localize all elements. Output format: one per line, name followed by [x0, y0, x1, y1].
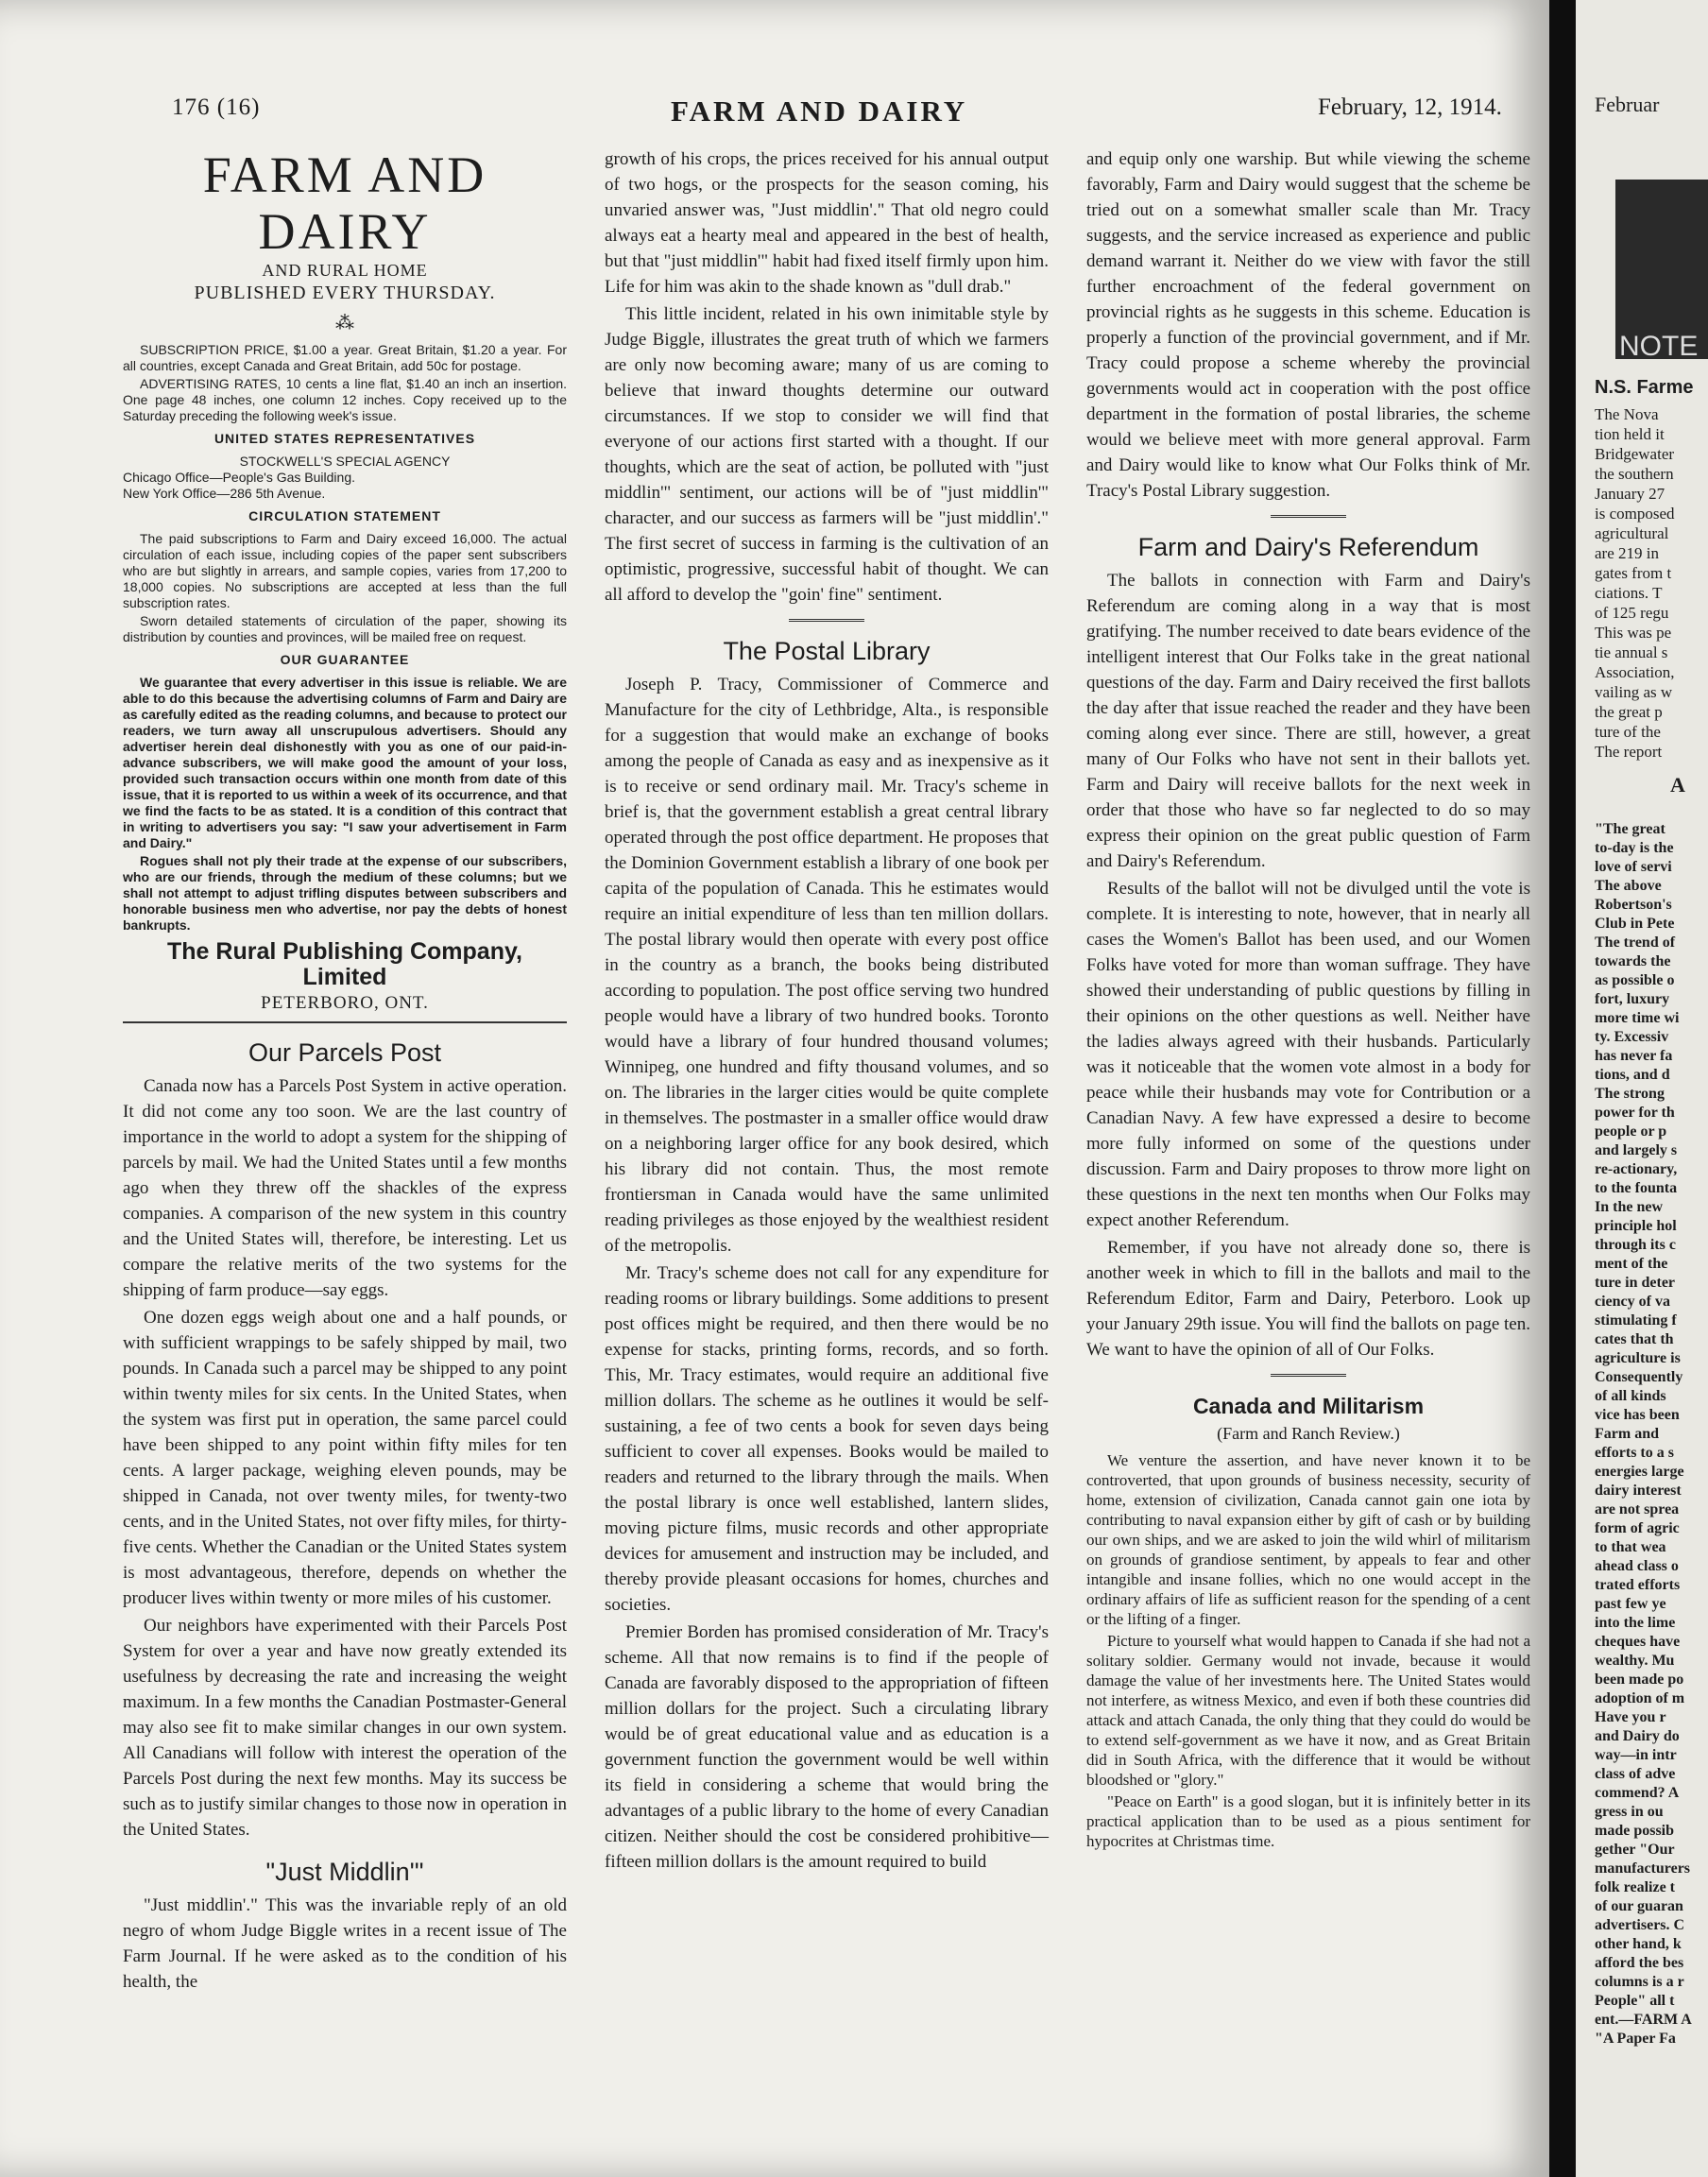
section-divider: [1271, 1374, 1346, 1377]
article-paragraph: "Peace on Earth" is a good slogan, but it is infinitely better in its practical application than to be used as a pious sentiment for hypocrites at Christmas time.: [1086, 1792, 1530, 1850]
facing-page-line: people or p: [1595, 1123, 1667, 1140]
masthead-subtitle: AND RURAL HOME: [262, 261, 428, 280]
article-paragraph: This little incident, related in his own inimitable style by Judge Biggle, illustrates the great truth of which we farmers are only now becoming aware; many of us are coming to believe that inward thoughts determine our outward circumstances. If we stop to consider we will find that everyone of our actions first started with a thought. If our thoughts, which are the seat of action, be polluted with "just middlin'" sentiment, our actions will be of "just middlin'" character, and our success as farmers will be "just middlin'." The first secret of success in farming is the cultivation of an optimistic, progressive, successful habit of thought. We can all afford to develop the "goin' fine" sentiment.: [605, 304, 1049, 605]
office-list: Chicago Office—People's Gas Building. New York Office—286 5th Avenue.: [123, 470, 355, 501]
facing-page-section-letter: A: [1670, 773, 1685, 797]
facing-page-line: In the new: [1595, 1199, 1664, 1215]
page-number: 176 (16): [172, 94, 261, 120]
section-divider: [1271, 515, 1346, 518]
facing-page-line: cates that th: [1595, 1331, 1674, 1347]
facing-page-line: Bridgewater: [1595, 445, 1675, 463]
article-paragraph: Results of the ballot will not be divulged until the vote is complete. It is interesting to note, however, that in nearly all cases the Women's Ballot has been used, and our Women Folks have voted for more than woman suffrage. They have showed their understanding of public questions by filling in their opinions on the other questions as well. Neither have the ladies always agreed with their husbands. Particularly was it noticeable that the women vote almost in a body for peace while their husbands may vote for Contribution or a Canadian Navy. A few have expressed a desire to become more fully informed on some of the questions under discussion. Farm and Dairy proposes to throw more light on these questions in the next ten months when Our Folks may expect another Referendum.: [1086, 879, 1530, 1230]
facing-page-line: love of servi: [1595, 859, 1672, 875]
circulation-statement: The paid subscriptions to Farm and Dairy exceed 16,000. The actual circulation of each issue, including copies of the paper sent subscribers who are but slightly in arrears, and sample copies, varies from 17,200 to 18,000 copies. No subscriptions are accepted at less than the full subscription rates. Sworn detailed statements of circulation of the paper, showing its distribution by counties and provinces, will be mailed free on request.: [123, 531, 567, 644]
facing-page-line: has never fa: [1595, 1048, 1673, 1064]
facing-page-line: Consequently: [1595, 1369, 1683, 1385]
subscription-info: SUBSCRIPTION PRICE, $1.00 a year. Great Britain, $1.20 a year. For all countries, except Canada and Great Britain, add 50c for postage. ADVERTISING RATES, 10 cents a line flat, $1.40 an inch an insertion. One page 48 inches, one column 12 inches. Copy received up to the Saturday preceding the following week's issue.: [123, 342, 567, 423]
article-paragraph: The ballots in connection with Farm and Dairy's Referendum are coming along in a way that is most gratifying. The number received to date bears evidence of the intelligent interest that Our Folks take in the great national questions of the day. Farm and Dairy received the first ballots the day after that issue reached the reader and they have been coming along ever since. There are still, however, a great many of Our Folks who have not sent in their ballots yet. Farm and Dairy will receive ballots for the next week in order that those who have so far neglected to do so may express their opinion on the great public question of Farm and Dairy's Referendum.: [1086, 571, 1530, 871]
militarism-heading: Canada and Militarism: [1192, 1394, 1425, 1418]
facing-page-line: gether "Our: [1595, 1842, 1675, 1858]
masthead-published: PUBLISHED EVERY THURSDAY.: [194, 283, 496, 303]
facing-page-line: commend? A: [1595, 1785, 1680, 1801]
facing-page-line: ment of the: [1595, 1256, 1668, 1272]
facing-page-line: into the lime: [1595, 1615, 1676, 1631]
facing-page-line: dairy interest: [1595, 1483, 1682, 1499]
facing-page-line: Association,: [1595, 663, 1675, 681]
facing-page-line: to that wea: [1595, 1539, 1666, 1555]
article-paragraph: One dozen eggs weigh about one and a half pounds, or with sufficient wrappings to be safely shipped by mail, two pounds. In Canada such a parcel may be shipped to any point within twenty miles for six cents. In the United States, when the system was first put in operation, the same parcel could have been shipped to any point within fifty miles for ten cents. A larger package, weighing eleven pounds, may be shipped in Canada, not over twenty miles, for twenty-two cents, and in the United States, not over fifty miles, for thirty-five cents. Whether the Canadian or the United States system is most advantageous, therefore, depends on whether the producer lives within twenty or more miles of his customer.: [123, 1308, 567, 1608]
facing-page-line: more time wi: [1595, 1010, 1680, 1026]
facing-page-line: columns is a r: [1595, 1974, 1684, 1990]
ornament-icon: ⁂: [335, 313, 354, 334]
facing-page-line: the southern: [1595, 465, 1674, 483]
facing-page-line: tion held it: [1595, 425, 1665, 443]
facing-page-line: are 219 in: [1595, 544, 1659, 562]
facing-page-edge: [1576, 0, 1708, 2177]
facing-page-column-2: [1595, 820, 1708, 2048]
facing-page-line: class of adve: [1595, 1766, 1676, 1782]
facing-page-line: The trend of: [1595, 934, 1676, 951]
facing-page-line: form of agric: [1595, 1520, 1680, 1536]
facing-page-line: and Dairy do: [1595, 1728, 1680, 1744]
facing-page-line: efforts to a s: [1595, 1445, 1674, 1461]
parcels-post-heading: Our Parcels Post: [248, 1038, 442, 1067]
facing-page-line: and largely s: [1595, 1142, 1678, 1158]
facing-page-line: are not sprea: [1595, 1501, 1680, 1517]
facing-page-line: as possible o: [1595, 972, 1675, 988]
guarantee-text: We guarantee that every advertiser in this issue is reliable. We are able to do this because the advertising columns of Farm and Dairy are as carefully edited as the reading columns, and because to protect our readers, we turn away all unscrupulous advertisers. Should any advertiser herein deal dishonestly with you as one of our paid-in-advance subscribers, we will make good the amount of your loss, provided such transaction occurs within one month from date of this issue, that it is reported to us within a week of its occurrence, and that we find the facts to be as stated. It is a condition of this contract that in writing to advertisers you say: "I saw your advertisement in Farm and Dairy." Rogues shall not ply their trade at the expense of our subscribers, who are our friends, through the medium of these columns; but we shall not attempt to adjust trifling disputes between subscribers and honorable business men who advertise, nor pay the debts of honest bankrupts.: [123, 675, 567, 933]
facing-page-line: adoption of m: [1595, 1690, 1685, 1706]
facing-page-line: ture of the: [1595, 723, 1661, 741]
facing-page-line: wealthy. Mu: [1595, 1653, 1675, 1669]
facing-page-line: Have you r: [1595, 1709, 1666, 1725]
article-paragraph: Canada now has a Parcels Post System in active operation. It did not come any too soon. We are the last country of importance in the world to adopt a system for the shipping of parcels by mail. We had the United States until a few months ago when they threw off the shackles of the express companies. A comparison of the new system in this country and the United States will, therefore, be interesting. Let us compare the relative merits of the two systems for the shipping of farm produce—say eggs.: [123, 1076, 567, 1300]
facing-page-line: The report: [1595, 743, 1663, 761]
facing-page-line: agricultural: [1595, 524, 1669, 542]
facing-page-line: towards the: [1595, 953, 1671, 969]
facing-page-line: stimulating f: [1595, 1312, 1677, 1328]
book-gutter: [1549, 0, 1576, 2177]
facing-page-header: Februar: [1595, 93, 1660, 116]
article-paragraph: growth of his crops, the prices received for his annual output of two hogs, or the prospects for the season coming, his unvaried answer was, "Just middlin'." That old negro could always eat a hearty meal and appeared in the best of health, but that "just middlin'" habit had fixed itself firmly upon him. Life for him was akin to the shade known as "dull drab.": [605, 149, 1049, 297]
facing-page-line: of 125 regu: [1595, 604, 1669, 622]
facing-page-line: energies large: [1595, 1464, 1684, 1480]
facing-page-line: tie annual s: [1595, 643, 1668, 661]
column-2: [605, 146, 1049, 1877]
facing-page-line: People" all t: [1595, 1993, 1675, 2009]
facing-page-line: power for th: [1595, 1105, 1675, 1121]
section-divider: [789, 619, 864, 622]
facing-page-line: ciations. T: [1595, 584, 1663, 602]
facing-page-line: is composed: [1595, 505, 1675, 523]
militarism-source: (Farm and Ranch Review.): [1217, 1424, 1400, 1443]
masthead: FARM AND DAIRY AND RURAL HOME PUBLISHED EVERY THURSDAY. ⁂ SUBSCRIPTION PRICE, $1.00 a year. Great Britain, $1.20 a year. For all countries, except Canada and Great Britain, add 50c for postage. ADVERTISING RATES, 10 cents a line flat, $1.40 an inch an insertion. One page 48 inches, one column 12 inches. Copy received up to the Saturday preceding the following week's issue. UNITED STATES REPRESENTATIVES STOCKWELL'S SPECIAL AGENCY Chicago Office—People's Gas Building. New York Office—286 5th Avenue. CIRCULATION STATEMENT The paid subscriptions to Farm and Dairy exceed 16,000. The actual circulation of each issue, including copies of the paper sent subscribers who are but slightly in arrears, and sample copies, varies from 17,200 to 18,000 copies. No subscriptions are accepted at less than the full subscription rates. Sworn detailed statements of circulation of the paper, showing its distribution by counties and provinces, will be mailed free on request. OUR GUARANTEE We guarantee that every advertiser in this issue is reliable. We are able to do this because the advertising columns of Farm and Dairy are as carefully edited as the reading columns, and because to protect our readers, we turn away all unscrupulous advertisers. Should any advertiser herein deal dishonestly with you as one of our paid-in-advance subscribers, we will make good the amount of your loss, provided such transaction occurs within one month from date of this issue, that it is reported to us within a week of its occurrence, and that we find the facts to be as stated. It is a condition of this contract that in writing to advertisers you say: "I saw your advertisement in Farm and Dairy." Rogues shall not ply their trade at the expense of our subscribers, who are our friends, through the medium of these columns; but we shall not attempt to adjust trifling disputes between subscribers and honorable business men who advertise, nor pay the debts of honest bankrupts. The Rural Publishing Company, Limited PETERBORO, ONT.: [123, 146, 567, 1023]
facing-page-line: advertisers. C: [1595, 1917, 1685, 1933]
facing-page-line: The above: [1595, 878, 1662, 894]
facing-page-line: of our guaran: [1595, 1898, 1683, 1914]
issue-date: February, 12, 1914.: [1318, 94, 1502, 120]
facing-page-photo: [1615, 180, 1708, 362]
facing-page-line: vailing as w: [1595, 683, 1673, 701]
facing-page-line: folk realize t: [1595, 1879, 1676, 1895]
facing-page-line: the great p: [1595, 703, 1663, 721]
facing-page-line: gress in ou: [1595, 1804, 1664, 1820]
facing-page-line: made possib: [1595, 1823, 1675, 1839]
facing-page-line: ciency of va: [1595, 1294, 1670, 1310]
facing-page-line: cheques have: [1595, 1634, 1681, 1650]
facing-page-line: "A Paper Fa: [1595, 2031, 1676, 2047]
facing-page-line: ahead class o: [1595, 1558, 1679, 1574]
facing-page-line: The Nova: [1595, 405, 1659, 423]
facing-page-line: "The great: [1595, 821, 1665, 837]
facing-page-line: trated efforts: [1595, 1577, 1681, 1593]
article-paragraph: Joseph P. Tracy, Commissioner of Commerce and Manufacture for the city of Lethbridge, Alta., is responsible for a suggestion that would make an exchange of books among the people of Canada as easy and as inexpensive as it is to receive or send ordinary mail. Mr. Tracy's scheme in brief is, that the government establish a great central library operated through the post office department. He proposes that the Dominion Government establish a library of one book per capita of the population of Canada. This he estimates would require an initial expenditure of less than ten million dollars. The postal library would then operate with every post office in the country as a branch, the books being distributed according to population. The post office serving two hundred people would have a library of two hundred books. Toronto would have a library of four hundred thousand volumes; Winnipeg, one hundred and fifty thousand volumes, and so on. The libraries in the larger cities would be quite complete in themselves. The postmaster in a smaller office would draw on a neighboring larger office for any book desired, which his library did not contain. Thus, the most remote frontiersman in Canada would have the same unlimited reading privileges as those enjoyed by the wealthiest resident of the metropolis.: [605, 675, 1049, 1256]
facing-page-line: manufacturers: [1595, 1860, 1691, 1877]
facing-page-line: This was pe: [1595, 624, 1672, 642]
facing-page-line: ture in deter: [1595, 1275, 1676, 1291]
referendum-heading: Farm and Dairy's Referendum: [1137, 533, 1479, 561]
facing-page-line: The strong: [1595, 1086, 1665, 1102]
facing-page-line: re-actionary,: [1595, 1161, 1678, 1177]
facing-page-line: through its c: [1595, 1237, 1676, 1253]
facing-page-line: way—in intr: [1595, 1747, 1677, 1763]
publisher-location: PETERBORO, ONT.: [261, 993, 429, 1013]
article-paragraph: Mr. Tracy's scheme does not call for any expenditure for reading rooms or library buildings. Some additions to present post offices might be required, and then there would be no expense for stacks, printing forms, records, and so forth. This, Mr. Tracy estimates, would require an additional five million dollars. The scheme as he outlines it would be self-sustaining, a fee of two cents a book for seven days being sufficient to cover all expenses. Books would be mailed to readers and returned to the library through the mails. When the postal library is once well established, lantern slides, moving picture films, music records and other appropriate devices for amusement and instruction may be included, and thereby provide pleasant occasions for homes, churches and societies.: [605, 1263, 1049, 1615]
facing-page-line: Club in Pete: [1595, 916, 1675, 932]
running-title: FARM AND DAIRY: [671, 94, 968, 128]
article-paragraph: and equip only one warship. But while viewing the scheme favorably, Farm and Dairy would suggest that the scheme be tried out on a somewhat smaller scale than Mr. Tracy suggests, and the service increased as experience and public demand warrant it. Neither do we view with favor the still further encroachment of the federal government on provincial rights as he suggests in this scheme. Education is properly a function of the provincial government, and if Mr. Tracy could propose a scheme whereby the provincial governments would act in cooperation with the post office department in the formation of postal libraries, the scheme would we believe meet with more general approval. Farm and Dairy would like to know what Our Folks think of Mr. Tracy's Postal Library suggestion.: [1086, 149, 1530, 501]
facing-page-column: [1595, 404, 1708, 762]
facing-page-line: gates from t: [1595, 564, 1672, 582]
facing-page-line: ent.—FARM A: [1595, 2012, 1692, 2028]
facing-page-line: tions, and d: [1595, 1067, 1670, 1083]
article-paragraph: We venture the assertion, and have never known it to be controverted, that upon grounds of business necessity, security of home, extension of civilization, Canada cannot gain one iota by contributing to naval expansion either by gift of cash or by building our own ships, and we are asked to join the wild whirl of militarism on grounds of grandiose sentiment, by appeals to fear and other intangible and insane follies, which no one would accept in the ordinary affairs of life as sufficient reason for the spending of a cent or the lifting of a finger.: [1086, 1451, 1530, 1628]
article-paragraph: Picture to yourself what would happen to Canada if she had not a solitary soldier. Germany would not invade, because it would damage the value of her investments here. The United States would not interfere, as witness Mexico, and even if both these countries did attack and attach Canada, the only thing that they could do would be to extend self-government as we have it now, and as Great Britain did in South Africa, with the difference that it would be without bloodshed or "glory.": [1086, 1632, 1530, 1789]
facing-page-headline: N.S. Farme: [1595, 377, 1694, 398]
column-3: [1086, 146, 1530, 1853]
photo-caption: NOTE: [1619, 331, 1699, 362]
facing-page-line: ty. Excessiv: [1595, 1029, 1669, 1045]
facing-page-line: afford the bes: [1595, 1955, 1684, 1971]
facing-page-line: other hand, k: [1595, 1936, 1682, 1952]
postal-library-heading: The Postal Library: [723, 637, 931, 665]
facing-page-line: January 27: [1595, 485, 1665, 503]
facing-page-line: principle hol: [1595, 1218, 1677, 1234]
facing-page-line: agriculture is: [1595, 1350, 1681, 1366]
article-paragraph: Our neighbors have experimented with their Parcels Post System for over a year and have now greatly extended its usefulness by decreasing the rate and increasing the weight maximum. In a few months the Canadian Postmaster-General may also see fit to make similar changes in our own system. All Canadians will follow with interest the operation of the Parcels Post during the next few months. May its success be such as to justify similar changes to those now in operation in the United States.: [123, 1616, 567, 1840]
facing-page-line: Farm and: [1595, 1426, 1659, 1442]
facing-page-line: to the founta: [1595, 1180, 1678, 1196]
facing-page-line: past few ye: [1595, 1596, 1666, 1612]
publisher-name: The Rural Publishing Company, Limited: [167, 938, 522, 990]
facing-page-line: to-day is the: [1595, 840, 1674, 856]
masthead-title: FARM AND DAIRY: [202, 146, 487, 260]
article-paragraph: Premier Borden has promised consideration of Mr. Tracy's scheme. All that now remains is to find if the people of Canada are favorably disposed to the appropriation of fifteen million dollars for the project. Such a circulating library would be of great educational value and as education is a government function the government would be well within its field in considering a scheme that would bring the advantages of a public library to the home of every Canadian citizen. Neither should the cost be considered prohibitive—fifteen million dollars is the amount required to build: [605, 1622, 1049, 1872]
article-paragraph: Remember, if you have not already done so, there is another week in which to fill in the ballots and mail to the Referendum Editor, Farm and Dairy, Peterboro. Look up your January 29th issue. You will find the ballots on page ten. We want to have the opinion of all of Our Folks.: [1086, 1238, 1530, 1360]
just-middlin-heading: "Just Middlin'": [265, 1858, 424, 1886]
facing-page-line: fort, luxury: [1595, 991, 1670, 1007]
facing-page-line: of all kinds: [1595, 1388, 1666, 1404]
column-1: [123, 146, 567, 1997]
facing-page-line: vice has been: [1595, 1407, 1680, 1423]
article-paragraph: "Just middlin'." This was the invariable reply of an old negro of whom Judge Biggle writes in a recent issue of The Farm Journal. If he were asked as to the condition of his health, the: [123, 1895, 567, 1992]
facing-page-line: Robertson's: [1595, 897, 1672, 913]
facing-page-line: been made po: [1595, 1671, 1684, 1688]
